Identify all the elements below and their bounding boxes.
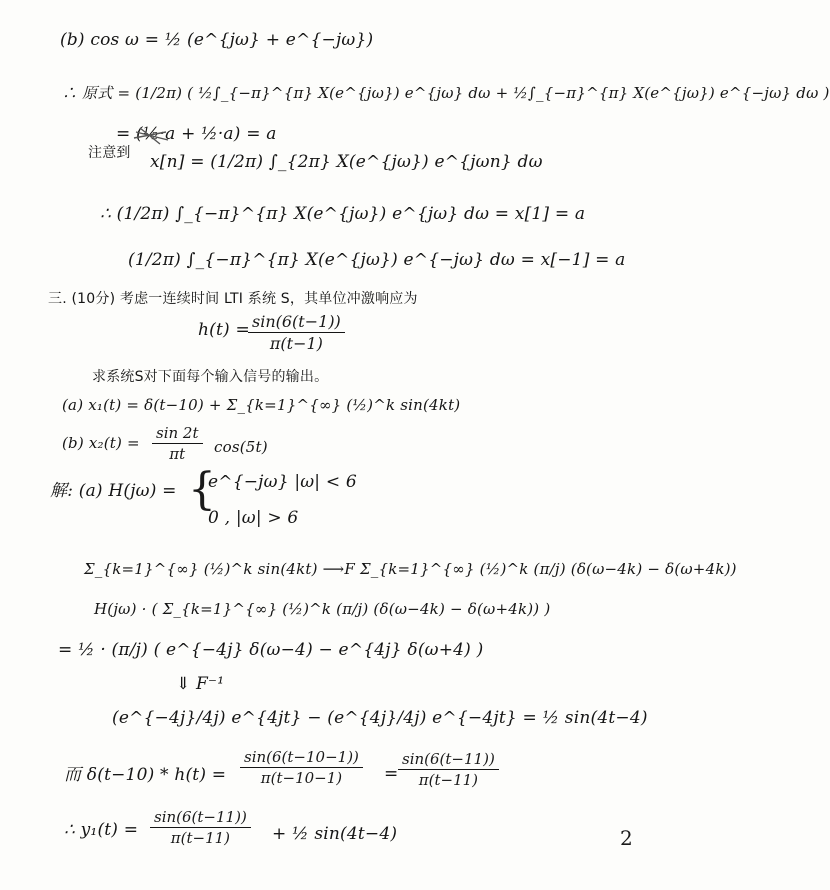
solution-a-lhs: 解: (a) H(jω) =: [50, 481, 177, 501]
problem-request: 求系统S对下面每个输入信号的输出。: [92, 369, 329, 385]
convolution-numerator-1: sin(6(t−10−1)): [240, 748, 363, 768]
line-x1-identity: ∴ (1/2π) ∫_{−π}^{π} X(e^{jω}) e^{jω} dω = x[1] = a: [100, 204, 586, 224]
line-cos-identity: (b) cos ω = ½ (e^{jω} + e^{−jω}): [60, 30, 374, 50]
piecewise-case-2: 0 , |ω| > 6: [208, 508, 299, 528]
line-filtered-spectrum: = ½ · (π/j) ( e^{−4j} δ(ω−4) − e^{4j} δ(ω+4) ): [58, 640, 484, 660]
impulse-response-denominator: π(t−1): [269, 334, 323, 353]
input-a: (a) x₁(t) = δ(t−10) + Σ_{k=1}^{∞} (½)^k sin(4kt): [62, 396, 461, 414]
input-b-cos: cos(5t): [214, 438, 268, 456]
line-time-domain-result: (e^{−4j}/4j) e^{4jt} − (e^{4j}/4j) e^{−4jt} = ½ sin(4t−4): [112, 708, 648, 728]
input-b-fraction: [152, 424, 203, 463]
line-h-times-spectrum: H(jω) · ( Σ_{k=1}^{∞} (½)^k (π/j) (δ(ω−4k) − δ(ω+4k)) ): [94, 600, 551, 618]
line-xminus1-identity: (1/2π) ∫_{−π}^{π} X(e^{jω}) e^{−jω} dω = x[−1] = a: [128, 250, 626, 270]
y1-denominator: π(t−11): [170, 829, 231, 847]
convolution-denominator-1: π(t−10−1): [260, 769, 343, 787]
line-evaluation: = (½·a + ½·a) = a: [116, 124, 277, 144]
label-note: 注意到: [88, 145, 131, 161]
page-number: 2: [620, 826, 633, 850]
input-b-numerator: sin 2t: [152, 424, 203, 444]
piecewise-case-1: e^{−jω} |ω| < 6: [208, 472, 357, 492]
problem-three-statement: 三. (10分) 考虑一连续时间 LTI 系统 S，其单位冲激响应为: [48, 291, 418, 307]
convolution-denominator-2: π(t−11): [418, 771, 479, 789]
y1-sine-term: + ½ sin(4t−4): [272, 824, 398, 844]
input-b-lhs: (b) x₂(t) =: [62, 434, 140, 452]
input-b-denominator: πt: [169, 445, 186, 463]
line-inverse-dtft: x[n] = (1/2π) ∫_{2π} X(e^{jω}) e^{jωn} dω: [150, 152, 543, 172]
line-original-expression: ∴ 原式 = (1/2π) ( ½∫_{−π}^{π} X(e^{jω}) e^{jω} dω + ½∫_{−π}^{π} X(e^{jω}) e^{−jω} dω ): [62, 84, 830, 102]
convolution-fraction-1: [240, 748, 363, 787]
y1-lhs: ∴ y₁(t) =: [64, 820, 139, 840]
impulse-response-fraction: [248, 312, 345, 353]
line-inverse-transform-arrow: ⇓ F⁻¹: [176, 674, 225, 694]
impulse-response-lhs: h(t) =: [198, 320, 250, 340]
convolution-lhs: 而 δ(t−10) * h(t) =: [64, 765, 227, 785]
convolution-fraction-2: [398, 750, 499, 789]
y1-numerator: sin(6(t−11)): [150, 808, 251, 828]
line-fourier-series-transform: Σ_{k=1}^{∞} (½)^k sin(4kt) ⟶F Σ_{k=1}^{∞} (½)^k (π/j) (δ(ω−4k) − δ(ω+4k)): [84, 560, 737, 578]
convolution-equals: =: [384, 764, 399, 784]
piecewise-brace: {: [188, 464, 216, 515]
convolution-numerator-2: sin(6(t−11)): [398, 750, 499, 770]
y1-fraction: [150, 808, 251, 847]
crossed-out-scribble: [130, 124, 172, 146]
impulse-response-numerator: sin(6(t−1)): [248, 312, 345, 333]
